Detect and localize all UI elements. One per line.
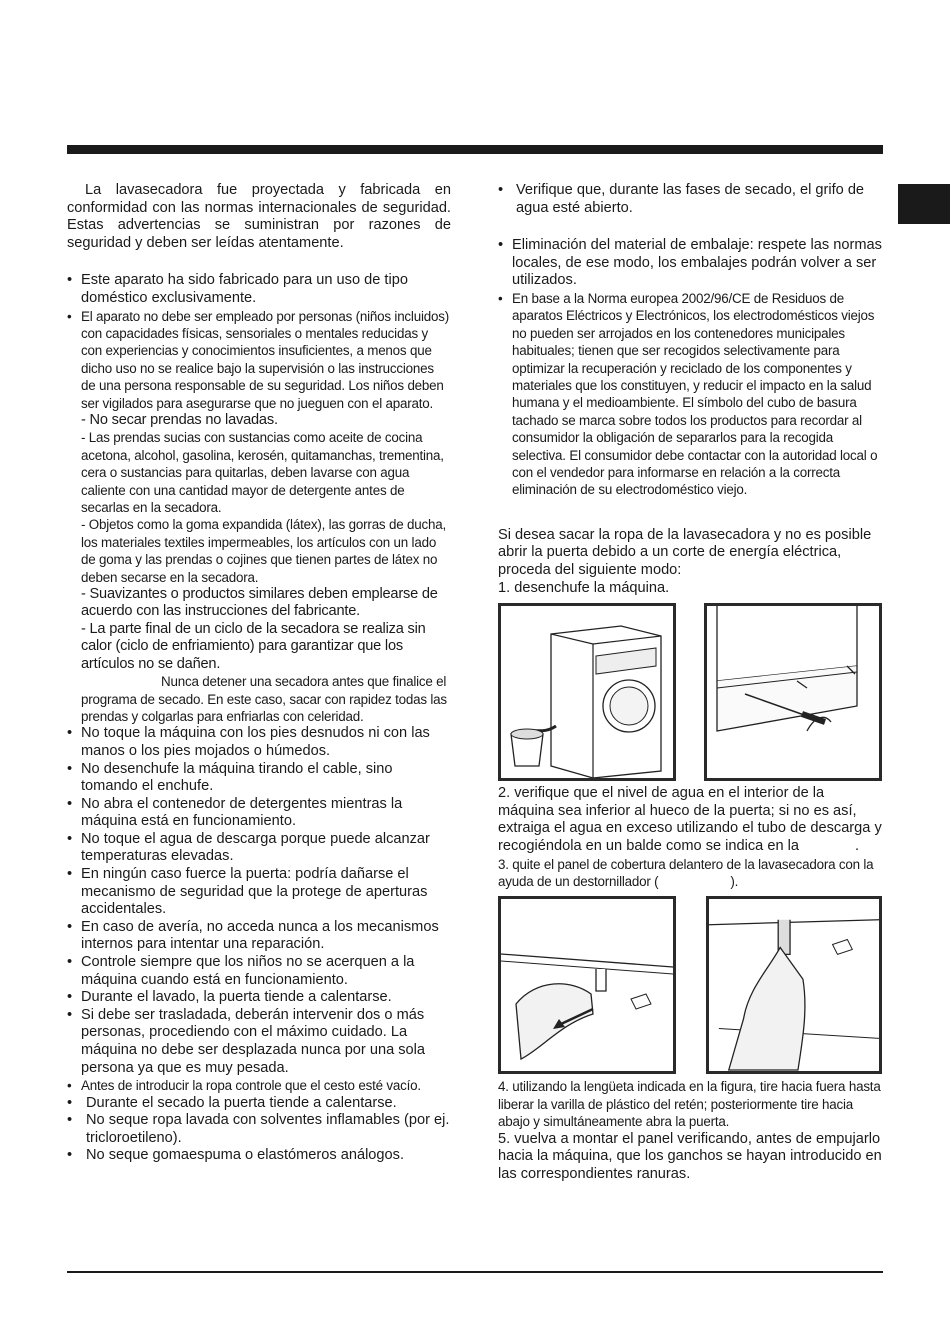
door-intro: Si desea sacar la ropa de la lavasecadora y no es posible abrir la puerta debido a un corte de energía eléctrica, proceda del siguiente modo:: [498, 526, 872, 579]
step-4: 4. utilizando la lengüeta indicada en la figura, tire hacia fuera hasta liberar la varilla de plástico del retén; posteriormente tire hacia abajo y simultáneamente abra la puerta.: [498, 1079, 881, 1130]
figure-row-1: [498, 603, 882, 781]
list-item: • No seque gomaespuma o elastómeros análogos.: [67, 1147, 451, 1165]
sub-item: - Objetos como la goma expandida (látex), las gorras de ducha, los materiales textiles impermeables, los artículos con un lado de goma y las prendas o cojines que tienen partes de látex no deben secarse en la secadora.: [81, 517, 446, 585]
list-item: • No seque ropa lavada con solventes inflamables (por ej. tricloroetileno).: [67, 1112, 451, 1147]
panel-screwdriver-illustration: [707, 606, 879, 778]
list-item: • Este aparato ha sido fabricado para un uso de tipo doméstico exclusivamente.: [67, 272, 451, 307]
section-tab-marker: [898, 184, 950, 224]
step-2: 2. verifique que el nivel de agua en el interior de la máquina sea inferior al hueco de la puerta; si no es así, extraiga el agua en exceso utilizando el tubo de descarga y recogiéndola en un balde como se indica en la .: [498, 785, 882, 854]
figure-panel-screwdriver: [704, 603, 882, 781]
step-3: 3. quite el panel de cobertura delantero de la lavasecadora con la ayuda de un destornillador ( ).: [498, 856, 874, 889]
list-item: • Si debe ser trasladada, deberán intervenir dos o más personas, procediendo con el máximo cuidado. La máquina no debe ser desplazada nunca por una sola persona ya que es muy pesada.: [67, 1007, 451, 1077]
sub-item: - Las prendas sucias con sustancias como aceite de cocina acetona, alcohol, gasolina, kerosén, quitamanchas, trementina, cera o sustancias para quitarlas, deben lavarse con agua caliente con una cantidad mayor de detergente antes de secarlas en la secadora.: [81, 430, 444, 516]
sub-item: - No secar prendas no lavadas.: [81, 412, 278, 428]
left-column: [67, 182, 451, 1165]
install-list: [498, 182, 882, 217]
list-item: • Antes de introducir la ropa controle que el cesto esté vacío.: [67, 1077, 451, 1094]
intro-paragraph: La lavasecadora fue proyectada y fabricada en conformidad con las normas internacionales de seguridad. Estas advertencias se suministran por razones de seguridad y deben ser leídas atentamente.: [67, 182, 451, 251]
disposal-list: [498, 237, 882, 499]
list-item: • Durante el lavado, la puerta tiende a calentarse.: [67, 989, 451, 1007]
list-item: • No toque el agua de descarga porque puede alcanzar temperaturas elevadas.: [67, 831, 451, 866]
figure-drain-machine: [498, 603, 676, 781]
list-item: • Verifique que, durante las fases de secado, el grifo de agua esté abierto.: [498, 182, 882, 217]
pull-tab-illustration: [501, 899, 673, 1071]
list-item: • Durante el secado la puerta tiende a calentarse.: [67, 1095, 451, 1113]
list-item: • En base a la Norma europea 2002/96/CE de Residuos de aparatos Eléctricos y Electrónicos, los electrodomésticos viejos no pueden ser arrojados en los contenedores municipales habituales; tienen que ser recogidos selectivamente para optimizar la recuperación y reciclado de los componentes y materiales que los constituyen, y reducir el impacto en la salud humana y el medioambiente. El símbolo del cubo de basura tachado se marca sobre todos los productos para recordar al consumidor la obligación de separarlos para la recogida selectiva. El consumidor debe contactar con la autoridad local o con el vendedor para informarse en relación a la correcta eliminación de su electrodoméstico viejo.: [498, 290, 882, 499]
sub-item: - Suavizantes o productos similares deben emplearse de acuerdo con las instrucciones del fabricante.: [81, 586, 438, 620]
list-item: • No abra el contenedor de detergentes mientras la máquina está en funcionamiento.: [67, 796, 451, 831]
footer-rule: [67, 1271, 883, 1273]
list-item: • Controle siempre que los niños no se acerquen a la máquina cuando está en funcionamiento.: [67, 954, 451, 989]
step-5: 5. vuelva a montar el panel verificando, antes de empujarlo hacia la máquina, que los ganchos se hayan introducido en las correspondientes ranuras.: [498, 1130, 882, 1182]
list-item: [67, 308, 451, 726]
figure-release-rod: [706, 896, 882, 1074]
release-rod-illustration: [709, 899, 879, 1071]
figure-pull-tab: [498, 896, 676, 1074]
step-1: 1. desenchufe la máquina.: [498, 579, 670, 596]
right-column: [498, 182, 882, 1183]
warning-note: Nunca detener una secadora antes que finalice el programa de secado. En este caso, sacar con rapidez todas las prendas y colgarlas para enfriarlas con celeridad.: [81, 674, 447, 724]
safety-list: [67, 272, 451, 1165]
washer-drain-illustration: [501, 606, 673, 778]
list-item: • En ningún caso fuerce la puerta: podría dañarse el mecanismo de seguridad que la protege de aperturas accidentales.: [67, 866, 451, 919]
list-item: • Eliminación del material de embalaje: respete las normas locales, de ese modo, los embalajes podrán volver a ser utilizados.: [498, 237, 882, 290]
sub-item: - La parte final de un ciclo de la secadora se realiza sin calor (ciclo de enfriamiento) para garantizar que los artículos no se dañen.: [81, 620, 426, 672]
list-item: • No toque la máquina con los pies desnudos ni con las manos o los pies mojados o húmedos.: [67, 725, 451, 760]
list-item: • En caso de avería, no acceda nunca a los mecanismos internos para intentar una reparación.: [67, 919, 451, 954]
figure-row-2: [498, 896, 882, 1074]
list-item-text: El aparato no debe ser empleado por personas (niños incluidos) con capacidades físicas, sensoriales o mentales reducidas y con experiencias y conocimientos insuficientes, a menos que dicho uso no se realice bajo la supervisión o las instrucciones de una persona responsable de su seguridad. Los niños deben ser vigilados para asegurarse que no jueguen con el aparato.: [81, 308, 449, 411]
header-rule: [67, 145, 883, 154]
list-item: • No desenchufe la máquina tirando el cable, sino tomando el enchufe.: [67, 761, 451, 796]
